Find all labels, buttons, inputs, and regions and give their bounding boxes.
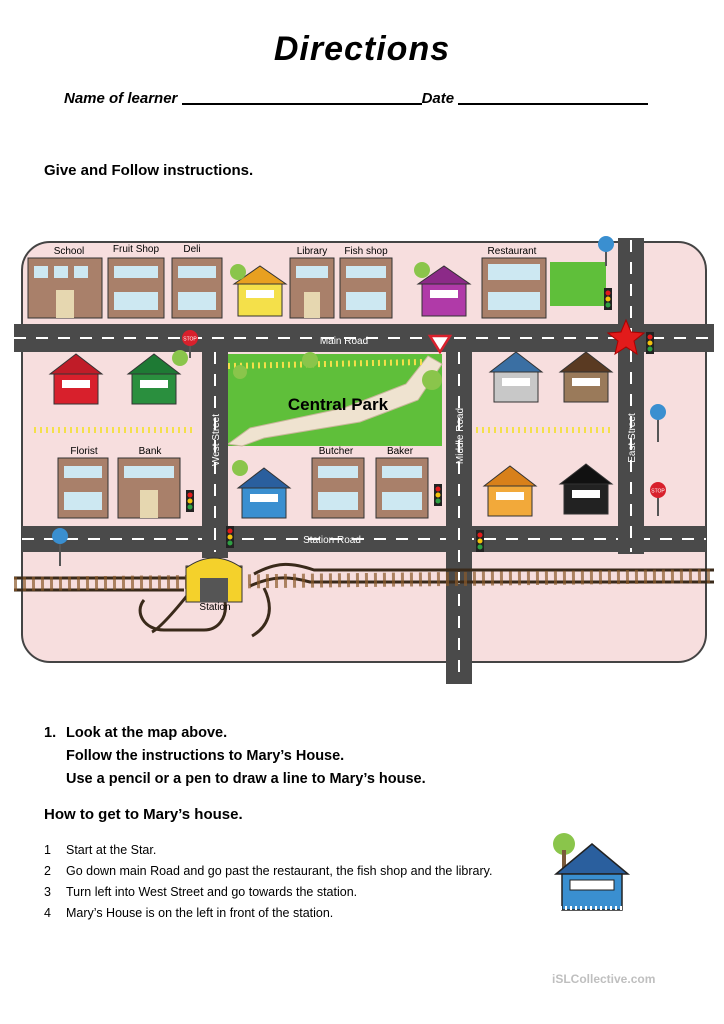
school-label: School <box>53 246 85 257</box>
restaurant-building <box>482 246 546 318</box>
fruit-shop-label: Fruit Shop <box>112 244 160 255</box>
stop-sign-text: STOP <box>183 336 197 343</box>
step-item: 2 Go down main Road and go past the restaurant, the fish shop and the library. <box>44 864 493 878</box>
page-title: Directions <box>273 30 451 68</box>
learner-name-field[interactable] <box>182 103 422 105</box>
bank-label: Bank <box>138 446 162 457</box>
question-number: 1. <box>44 725 57 741</box>
traffic-light-icon <box>226 526 234 548</box>
restaurant-label: Restaurant <box>487 246 537 257</box>
main-road-label: Main Road <box>319 336 369 347</box>
traffic-light-icon <box>186 490 194 512</box>
stop-sign-text: STOP <box>651 488 665 495</box>
middle-road-label: Middle Road <box>455 407 466 465</box>
central-park <box>226 352 442 446</box>
fish-shop-label: Fish shop <box>344 246 388 257</box>
traffic-light-icon <box>476 530 484 552</box>
how-to-heading: How to get to Mary’s house. <box>44 806 243 823</box>
traffic-light-icon <box>604 288 612 310</box>
instructions-heading: Give and Follow instructions. <box>44 162 254 179</box>
library-label: Library <box>296 246 328 257</box>
step-item: 3 Turn left into West Street and go towards the station. <box>44 885 358 899</box>
west-street-label: West Street <box>211 413 222 467</box>
butcher-label: Butcher <box>318 446 354 457</box>
step-item: 4 Mary’s House is on the left in front of the station. <box>44 906 334 920</box>
small-park <box>550 262 606 306</box>
question-line: Follow the instructions to Mary’s House. <box>66 748 345 764</box>
question-line: Use a pencil or a pen to draw a line to Mary’s house. <box>66 771 426 787</box>
date-field[interactable] <box>458 103 648 105</box>
baker-label: Baker <box>386 446 414 457</box>
station-label: Station <box>199 602 231 613</box>
steps-list <box>44 840 492 924</box>
traffic-light-icon <box>434 484 442 506</box>
traffic-light-icon <box>646 332 654 354</box>
park-label: Central Park <box>287 395 389 414</box>
marys-house-icon <box>546 830 636 920</box>
footer-watermark: iSLCollective.com <box>552 972 656 986</box>
date-label: Date <box>421 90 455 107</box>
deli-label: Deli <box>183 244 201 255</box>
step-item: 1 Start at the Star. <box>44 843 157 857</box>
florist-label: Florist <box>70 446 98 457</box>
town-map <box>14 232 714 687</box>
station-road-label: Station Road <box>303 535 361 546</box>
east-street-label: East Street <box>627 413 638 463</box>
learner-label: Name of learner <box>64 90 178 107</box>
question-line: Look at the map above. <box>66 725 228 741</box>
question-1 <box>44 722 426 791</box>
learner-line <box>64 90 648 107</box>
fish-shop-building <box>340 246 392 318</box>
